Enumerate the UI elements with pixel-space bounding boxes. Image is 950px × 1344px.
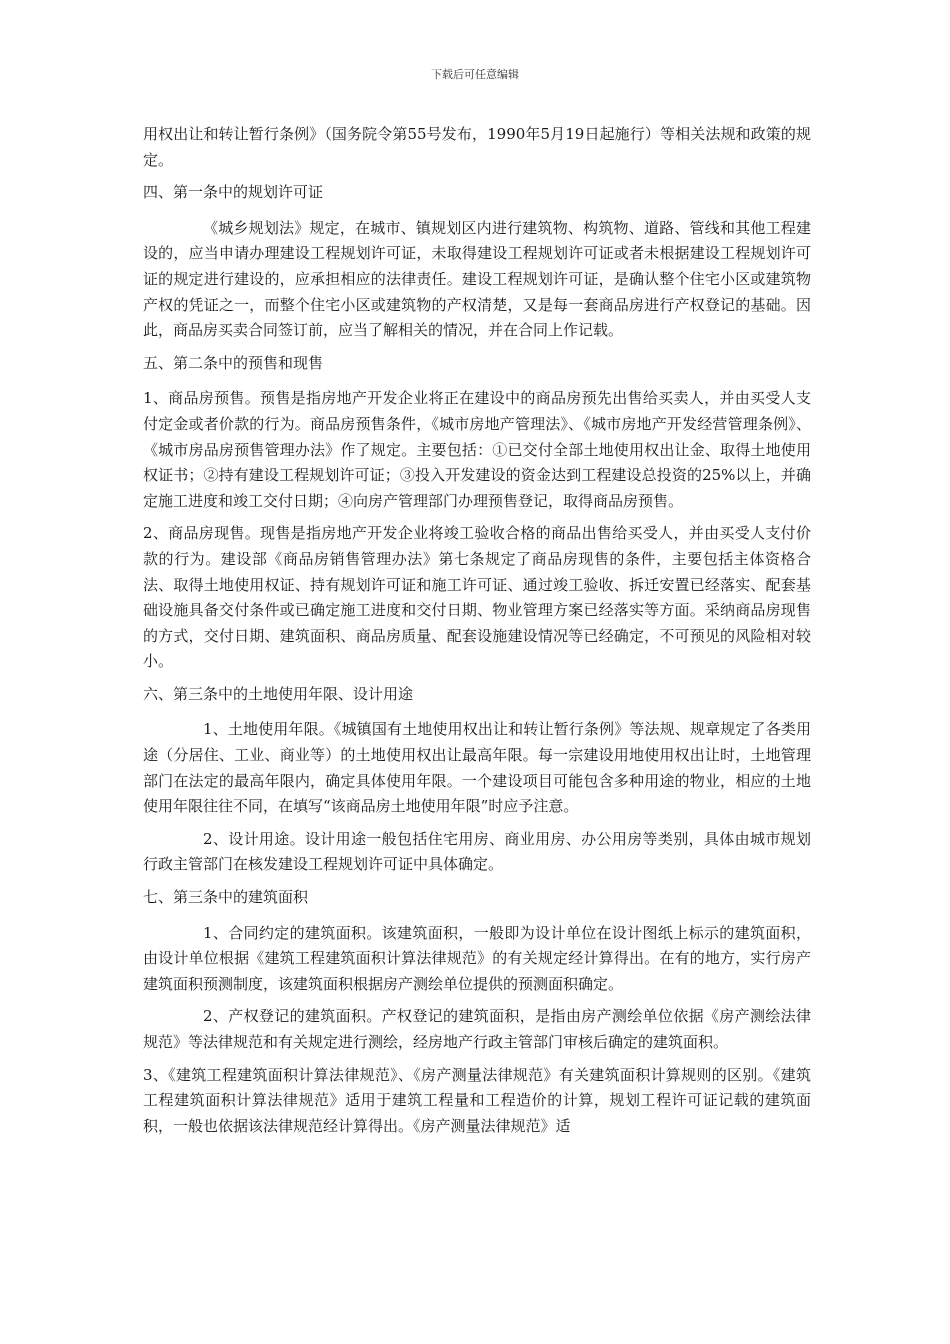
paragraph: 1、土地使用年限。《城镇国有土地使用权出让和转让暂行条例》等法规、规章规定了各类用途（分居住、工业、商业等）的土地使用权出让最高年限。每一宗建设用地使用权出让时，土地管理部门在法定的最高年限内，确定具体使用年限。一个建设项目可能包含多种用途的物业，相应的土地使用年限往往不同，在填写“该商品房土地使用年限”时应予注意。 xyxy=(143,720,811,816)
paragraph: 2、商品房现售。现售是指房地产开发企业将竣工验收合格的商品出售给买受人，并由买受人支付价款的行为。建设部《商品房销售管理办法》第七条规定了商品房现售的条件，主要包括主体资格合法、取得土地使用权证、持有规划许可证和施工许可证、通过竣工验收、拆迁安置已经落实、配套基础设施具备交付条件或已确定施工进度和交付日期、物业管理方案已经落实等方面。采纳商品房现售的方式，交付日期、建筑面积、商品房质量、配套设施建设情况等已经确定，不可预见的风险相对较小。 xyxy=(143,524,811,671)
paragraph: 3、《建筑工程建筑面积计算法律规范》、《房产测量法律规范》有关建筑面积计算规则的区别。《建筑工程建筑面积计算法律规范》适用于建筑工程量和工程造价的计算，规划工程许可证记载的建筑面积，一般也依据该法律规范经计算得出。《房产测量法律规范》适 xyxy=(143,1065,811,1135)
document-body xyxy=(143,122,811,1146)
page-header: 下载后可任意编辑 xyxy=(431,68,519,81)
section-heading: 七、第三条中的建筑面积 xyxy=(143,888,309,907)
paragraph: 《城乡规划法》规定，在城市、镇规划区内进行建筑物、构筑物、道路、管线和其他工程建设的，应当申请办理建设工程规划许可证，未取得建设工程规划许可证或者未根据建设工程规划许可证的规定进行建设的，应承担相应的法律责任。建设工程规划许可证，是确认整个住宅小区或建筑物产权的凭证之一，而整个住宅小区或建筑物的产权清楚，又是每一套商品房进行产权登记的基础。因此，商品房买卖合同签订前，应当了解相关的情况，并在合同上作记载。 xyxy=(143,218,811,340)
paragraph: 2、产权登记的建筑面积。产权登记的建筑面积，是指由房产测绘单位依据《房产测绘法律规范》等法律规范和有关规定进行测绘，经房地产行政主管部门审核后确定的建筑面积。 xyxy=(143,1007,811,1051)
paragraph: 用权出让和转让暂行条例》（国务院令第55号发布，1990年5月19日起施行）等相关法规和政策的规定。 xyxy=(143,125,811,169)
section-heading: 四、第一条中的规划许可证 xyxy=(143,183,324,202)
paragraph: 1、合同约定的建筑面积。该建筑面积，一般即为设计单位在设计图纸上标示的建筑面积，由设计单位根据《建筑工程建筑面积计算法律规范》的有关规定经计算得出。在有的地方，实行房产建筑面积预测制度，该建筑面积根据房产测绘单位提供的预测面积确定。 xyxy=(143,923,811,993)
paragraph: 2、设计用途。设计用途一般包括住宅用房、商业用房、办公用房等类别，具体由城市规划行政主管部门在核发建设工程规划许可证中具体确定。 xyxy=(143,829,811,874)
section-heading: 六、第三条中的土地使用年限、设计用途 xyxy=(143,684,414,703)
section-heading: 五、第二条中的预售和现售 xyxy=(143,353,324,372)
paragraph: 1、商品房预售。预售是指房地产开发企业将正在建设中的商品房预先出售给买卖人，并由买受人支付定金或者价款的行为。商品房预售条件，《城市房地产管理法》、《城市房地产开发经营管理条例》、《城市房品房预售管理办法》作了规定。主要包括：①已交付全部土地使用权出让金、取得土地使用权证书；②持有建设工程规划许可证；③投入开发建设的资金达到工程建设总投资的25%以上，并确定施工进度和竣工交付日期；④向房产管理部门办理预售登记，取得商品房预售。 xyxy=(143,389,811,510)
